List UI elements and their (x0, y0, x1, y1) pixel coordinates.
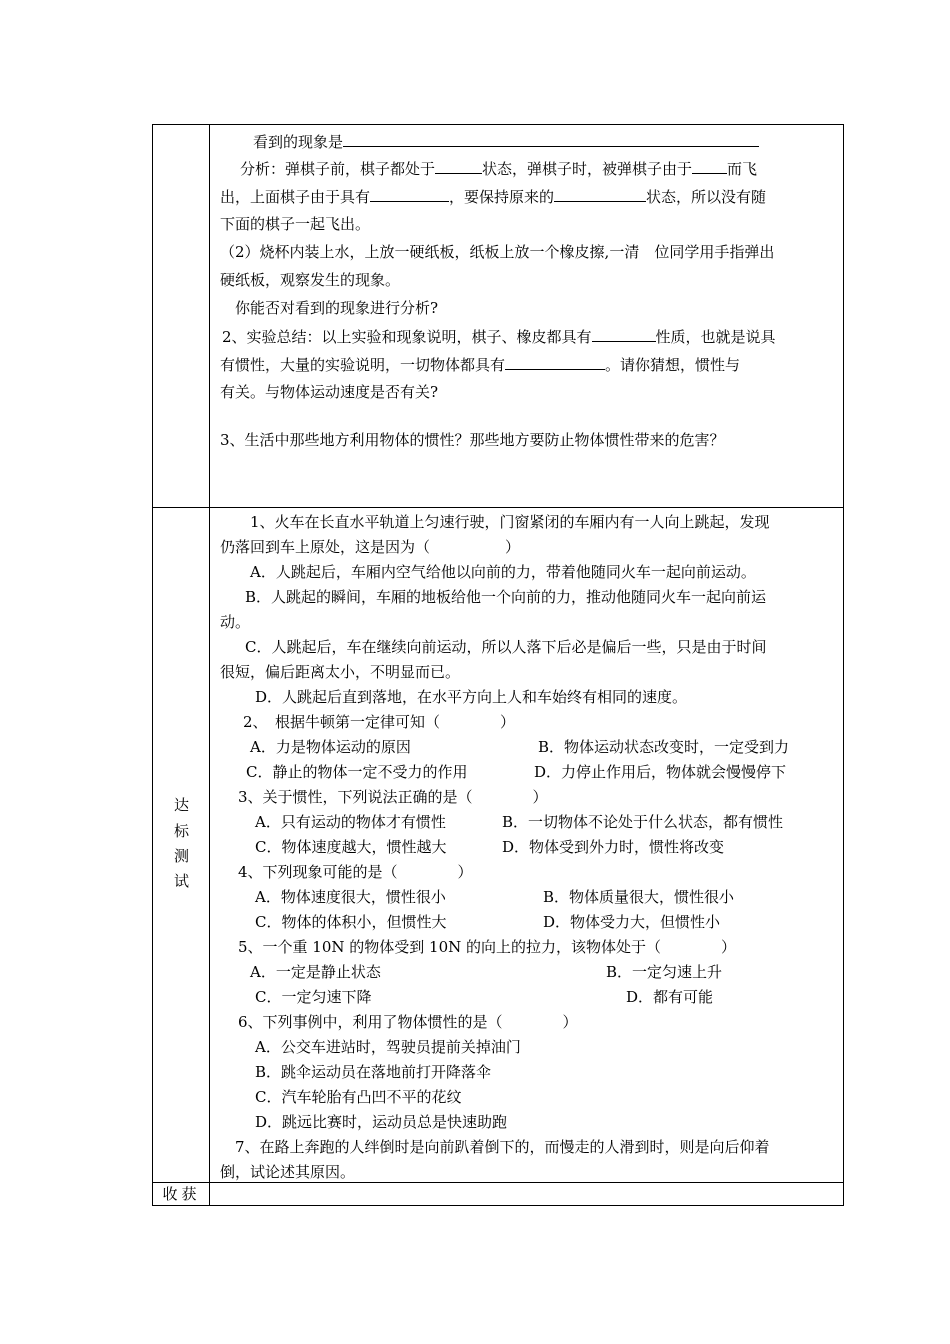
question-6-option-d: D．跳远比赛时，运动员总是快速助跑 (255, 1113, 508, 1131)
assessment-label-char: 试 (173, 872, 189, 890)
question-3-option-c: C．物体速度越大，惯性越大 (255, 838, 447, 856)
question-3-stem: 3、关于惯性，下列说法正确的是（ ） (238, 788, 548, 806)
question-4-stem: 4、下列现象可能的是（ ） (238, 863, 473, 881)
text-segment: ，要保持原来的 (449, 188, 555, 206)
assessment-label-char: 测 (173, 847, 189, 865)
question-2-option-c: C．静止的物体一定不受力的作用 (246, 763, 468, 781)
question-5-option-d: D．都有可能 (626, 988, 714, 1006)
question-1-stem: 1、火车在长直水平轨道上匀速行驶，门窗紧闭的车厢内有一人向上跳起，发现 (250, 513, 770, 531)
question-1-option-b: B．人跳起的瞬间，车厢的地板给他一个向前的力，推动他随同火车一起向前运 (245, 588, 767, 606)
analysis-question: 你能否对看到的现象进行分析? (235, 299, 439, 317)
text-segment: 有惯性，大量的实验说明，一切物体都具有 (220, 356, 506, 374)
observation-prompt: 看到的现象是 (253, 133, 344, 151)
life-application-question: 3、生活中那些地方利用物体的惯性？那些地方要防止物体惯性带来的危害？ (220, 431, 725, 449)
question-6-stem: 6、下列事例中，利用了物体惯性的是（ ） (238, 1013, 578, 1031)
question-5-option-c: C．一定匀速下降 (255, 988, 372, 1006)
analysis-line-2 (220, 186, 766, 207)
experiment-2-line-2: 硬纸板，观察发生的现象。 (220, 271, 401, 289)
question-6-option-b: B．跳伞运动员在落地前打开降落伞 (255, 1063, 492, 1081)
analysis-line-1 (240, 158, 757, 179)
harvest-row (153, 1183, 844, 1206)
answer-blank[interactable] (370, 186, 449, 202)
question-1-option-d: D．人跳起后直到落地，在水平方向上人和车始终有相同的速度。 (255, 688, 688, 706)
question-5-option-b: B．一定匀速上升 (606, 963, 723, 981)
experiment-row (153, 125, 844, 508)
question-1-option-b-cont: 动。 (220, 613, 251, 631)
text-segment: 。请你猜想，惯性与 (605, 356, 741, 374)
assessment-label-char: 标 (173, 822, 189, 840)
question-4-option-a: A．物体速度很大，惯性很小 (255, 888, 446, 906)
question-2-option-b: B．物体运动状态改变时，一定受到力 (538, 738, 790, 756)
question-1-option-c-cont: 很短，偏后距离太小，不明显而已。 (220, 663, 461, 681)
question-7-stem: 7、在路上奔跑的人绊倒时是向前趴着倒下的，而慢走的人滑到时，则是向后仰着 (235, 1138, 770, 1156)
assessment-label-char: 达 (173, 796, 189, 814)
question-3-option-a: A．只有运动的物体才有惯性 (255, 813, 446, 831)
experiment-2-line-1: （2）烧杯内装上水，上放一硬纸板，纸板上放一个橡皮擦,一清 位同学用手指弹出 (220, 243, 775, 261)
question-2-stem: 2、 根据牛顿第一定律可知（ ） (243, 713, 516, 731)
worksheet-table (152, 124, 844, 1206)
answer-blank[interactable] (554, 186, 646, 202)
experiment-content-cell (210, 125, 844, 508)
harvest-label: 收获 (162, 1185, 201, 1203)
question-1-stem-cont: 仍落回到车上原处，这是因为（ ） (220, 538, 521, 556)
question-7-stem-cont: 倒，试论述其原因。 (220, 1163, 356, 1181)
observation-line (253, 131, 759, 152)
question-1-option-a: A．人跳起后，车厢内空气给他以向前的力，带着他随同火车一起向前运动。 (250, 563, 756, 581)
summary-line-1 (222, 326, 776, 347)
question-6-option-c: C．汽车轮胎有凸凹不平的花纹 (255, 1088, 462, 1106)
answer-blank[interactable] (592, 326, 656, 342)
question-4-option-c: C．物体的体积小，但惯性大 (255, 913, 447, 931)
answer-blank[interactable] (343, 131, 759, 147)
text-segment: 分析：弹棋子前，棋子都处于 (240, 160, 436, 178)
text-segment: 2、实验总结：以上实验和现象说明，棋子、橡皮都具有 (222, 328, 592, 346)
analysis-line-3: 下面的棋子一起飞出。 (220, 215, 371, 233)
question-4-option-b: B．物体质量很大，惯性很小 (543, 888, 735, 906)
assessment-label-cell (153, 508, 210, 1183)
question-3-option-d: D．物体受到外力时，惯性将改变 (502, 838, 725, 856)
question-5-stem: 5、一个重 10N 的物体受到 10N 的向上的拉力，该物体处于（ ） (238, 938, 737, 956)
text-segment: 性质，也就是说具 (655, 328, 776, 346)
assessment-row (153, 508, 844, 1183)
summary-line-3: 有关。与物体运动速度是否有关? (220, 383, 439, 401)
summary-line-2 (220, 354, 740, 375)
question-1-option-c: C．人跳起后，车在继续向前运动，所以人落下后必是偏后一些，只是由于时间 (245, 638, 767, 656)
question-2-option-d: D．力停止作用后，物体就会慢慢停下 (534, 763, 787, 781)
experiment-label-cell (153, 125, 210, 508)
text-segment: 而飞 (727, 160, 758, 178)
question-6-option-a: A．公交车进站时，驾驶员提前关掉油门 (255, 1038, 521, 1056)
question-4-option-d: D．物体受力大，但惯性小 (543, 913, 721, 931)
text-segment: 状态，弹棋子时，被弹棋子由于 (482, 160, 693, 178)
question-2-option-a: A．力是物体运动的原因 (250, 738, 411, 756)
text-segment: 状态，所以没有随 (646, 188, 767, 206)
harvest-label-cell (153, 1183, 210, 1206)
question-5-option-a: A．一定是静止状态 (250, 963, 381, 981)
harvest-content-cell[interactable] (210, 1183, 844, 1206)
question-3-option-b: B．一切物体不论处于什么状态，都有惯性 (502, 813, 784, 831)
answer-blank[interactable] (692, 158, 727, 174)
answer-blank[interactable] (435, 158, 482, 174)
text-segment: 出，上面棋子由于具有 (220, 188, 371, 206)
assessment-content-cell (210, 508, 844, 1183)
answer-blank[interactable] (505, 354, 605, 370)
